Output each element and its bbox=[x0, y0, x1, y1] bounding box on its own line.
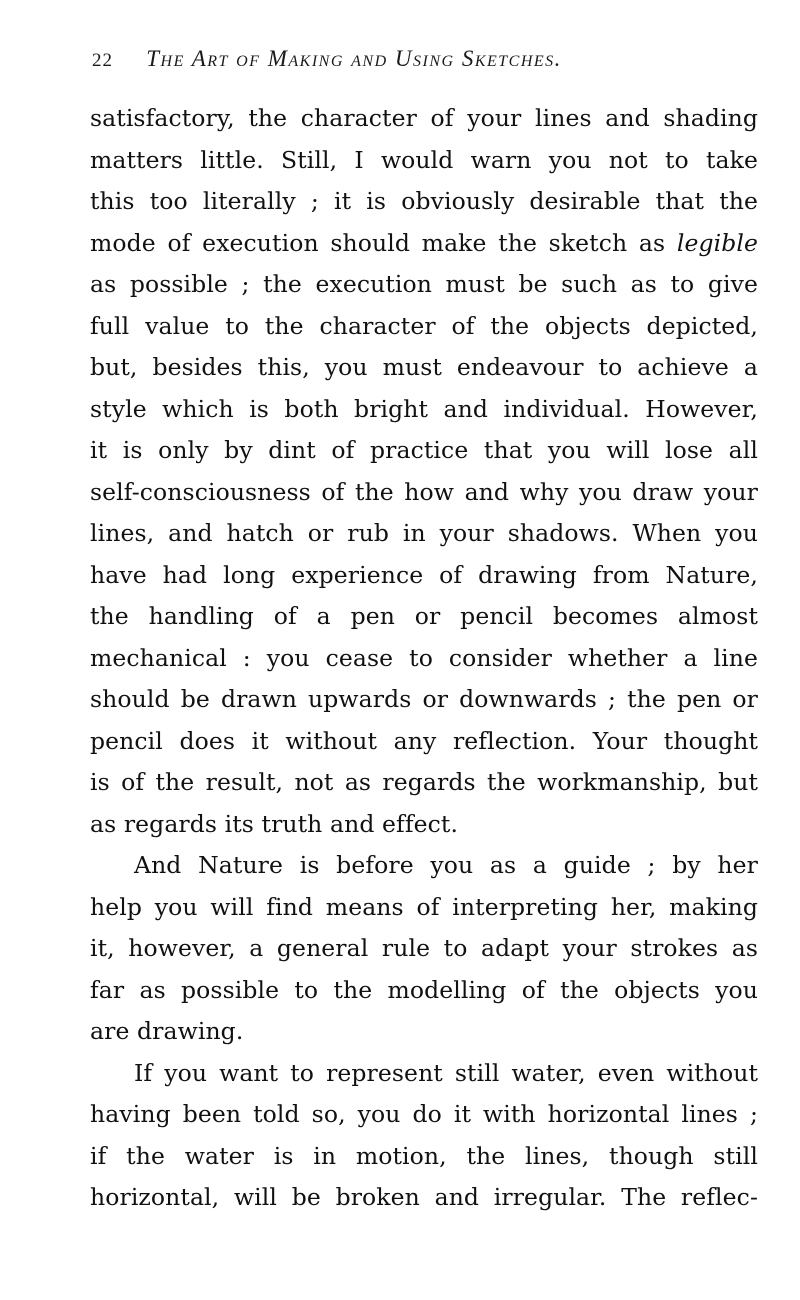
text-line bbox=[90, 596, 758, 638]
line-text: as regards its truth and effect. bbox=[90, 809, 459, 838]
text-line bbox=[90, 430, 758, 472]
running-head bbox=[92, 46, 712, 76]
line-text: satisfactory, the character of your lines and shading bbox=[90, 104, 758, 132]
text-line bbox=[90, 389, 758, 431]
line-text: is of the result, not as regards the workmanship, but bbox=[90, 768, 758, 796]
text-line bbox=[90, 98, 758, 140]
text-line bbox=[90, 181, 758, 223]
line-text: If you want to represent still water, even without bbox=[134, 1058, 758, 1087]
line-text: matters little. Still, I would warn you not to take bbox=[90, 145, 758, 174]
text-line bbox=[90, 555, 758, 597]
line-text: but, besides this, you must endeavour to achieve a bbox=[90, 353, 758, 381]
line-text: style which is both bright and individual. However, bbox=[90, 394, 758, 423]
text-line bbox=[90, 140, 758, 182]
line-text: mode of execution should make the sketch as bbox=[90, 228, 677, 257]
text-line bbox=[90, 928, 758, 970]
line-text: this too literally ; it is obviously desirable that the bbox=[90, 187, 758, 215]
paragraph bbox=[90, 1053, 758, 1219]
line-text: lines, and hatch or rub in your shadows. When you bbox=[90, 519, 758, 547]
line-text: And Nature is before you as a guide ; by her bbox=[134, 851, 758, 879]
body-text bbox=[90, 98, 758, 1219]
text-line bbox=[90, 1177, 758, 1219]
line-text: if the water is in motion, the lines, though still bbox=[90, 1141, 758, 1170]
text-line bbox=[90, 1053, 758, 1095]
line-text: far as possible to the modelling of the objects you bbox=[90, 975, 758, 1004]
line-text: it, however, a general rule to adapt your strokes as bbox=[90, 934, 758, 962]
text-line bbox=[90, 721, 758, 763]
text-line bbox=[90, 1011, 758, 1053]
italic-word: legible bbox=[676, 228, 758, 257]
line-text: help you will find means of interpreting her, making bbox=[90, 892, 758, 921]
paragraph bbox=[90, 98, 758, 845]
line-text: have had long experience of drawing from Nature, bbox=[90, 560, 758, 589]
line-text: pencil does it without any reflection. Your thought bbox=[90, 726, 758, 755]
paragraph bbox=[90, 845, 758, 1053]
text-line bbox=[90, 306, 758, 348]
line-text: it is only by dint of practice that you will lose all bbox=[90, 436, 758, 464]
text-line bbox=[90, 347, 758, 389]
text-line bbox=[90, 1136, 758, 1178]
text-line bbox=[90, 638, 758, 680]
line-text: mechanical : you cease to consider whether a line bbox=[90, 643, 758, 672]
text-line bbox=[90, 804, 758, 846]
line-text: self-consciousness of the how and why you draw your bbox=[90, 477, 758, 506]
text-line bbox=[90, 1094, 758, 1136]
running-title: The Art of Making and Using Sketches. bbox=[146, 46, 562, 71]
text-line bbox=[90, 264, 758, 306]
text-line bbox=[90, 472, 758, 514]
line-text: having been told so, you do it with horizontal lines ; bbox=[90, 1100, 758, 1128]
text-line bbox=[90, 845, 758, 887]
text-line bbox=[90, 887, 758, 929]
line-text: full value to the character of the objects depicted, bbox=[90, 311, 758, 340]
text-line bbox=[90, 223, 758, 265]
line-text: are drawing. bbox=[90, 1017, 244, 1045]
line-text: as possible ; the execution must be such as to give bbox=[90, 270, 758, 298]
line-text: should be drawn upwards or downwards ; the pen or bbox=[90, 685, 758, 713]
page-number: 22 bbox=[92, 50, 113, 71]
text-line bbox=[90, 679, 758, 721]
text-line bbox=[90, 513, 758, 555]
line-text: horizontal, will be broken and irregular. The reflec- bbox=[90, 1183, 758, 1211]
line-text: the handling of a pen or pencil becomes almost bbox=[90, 602, 758, 630]
text-line bbox=[90, 762, 758, 804]
text-line bbox=[90, 970, 758, 1012]
